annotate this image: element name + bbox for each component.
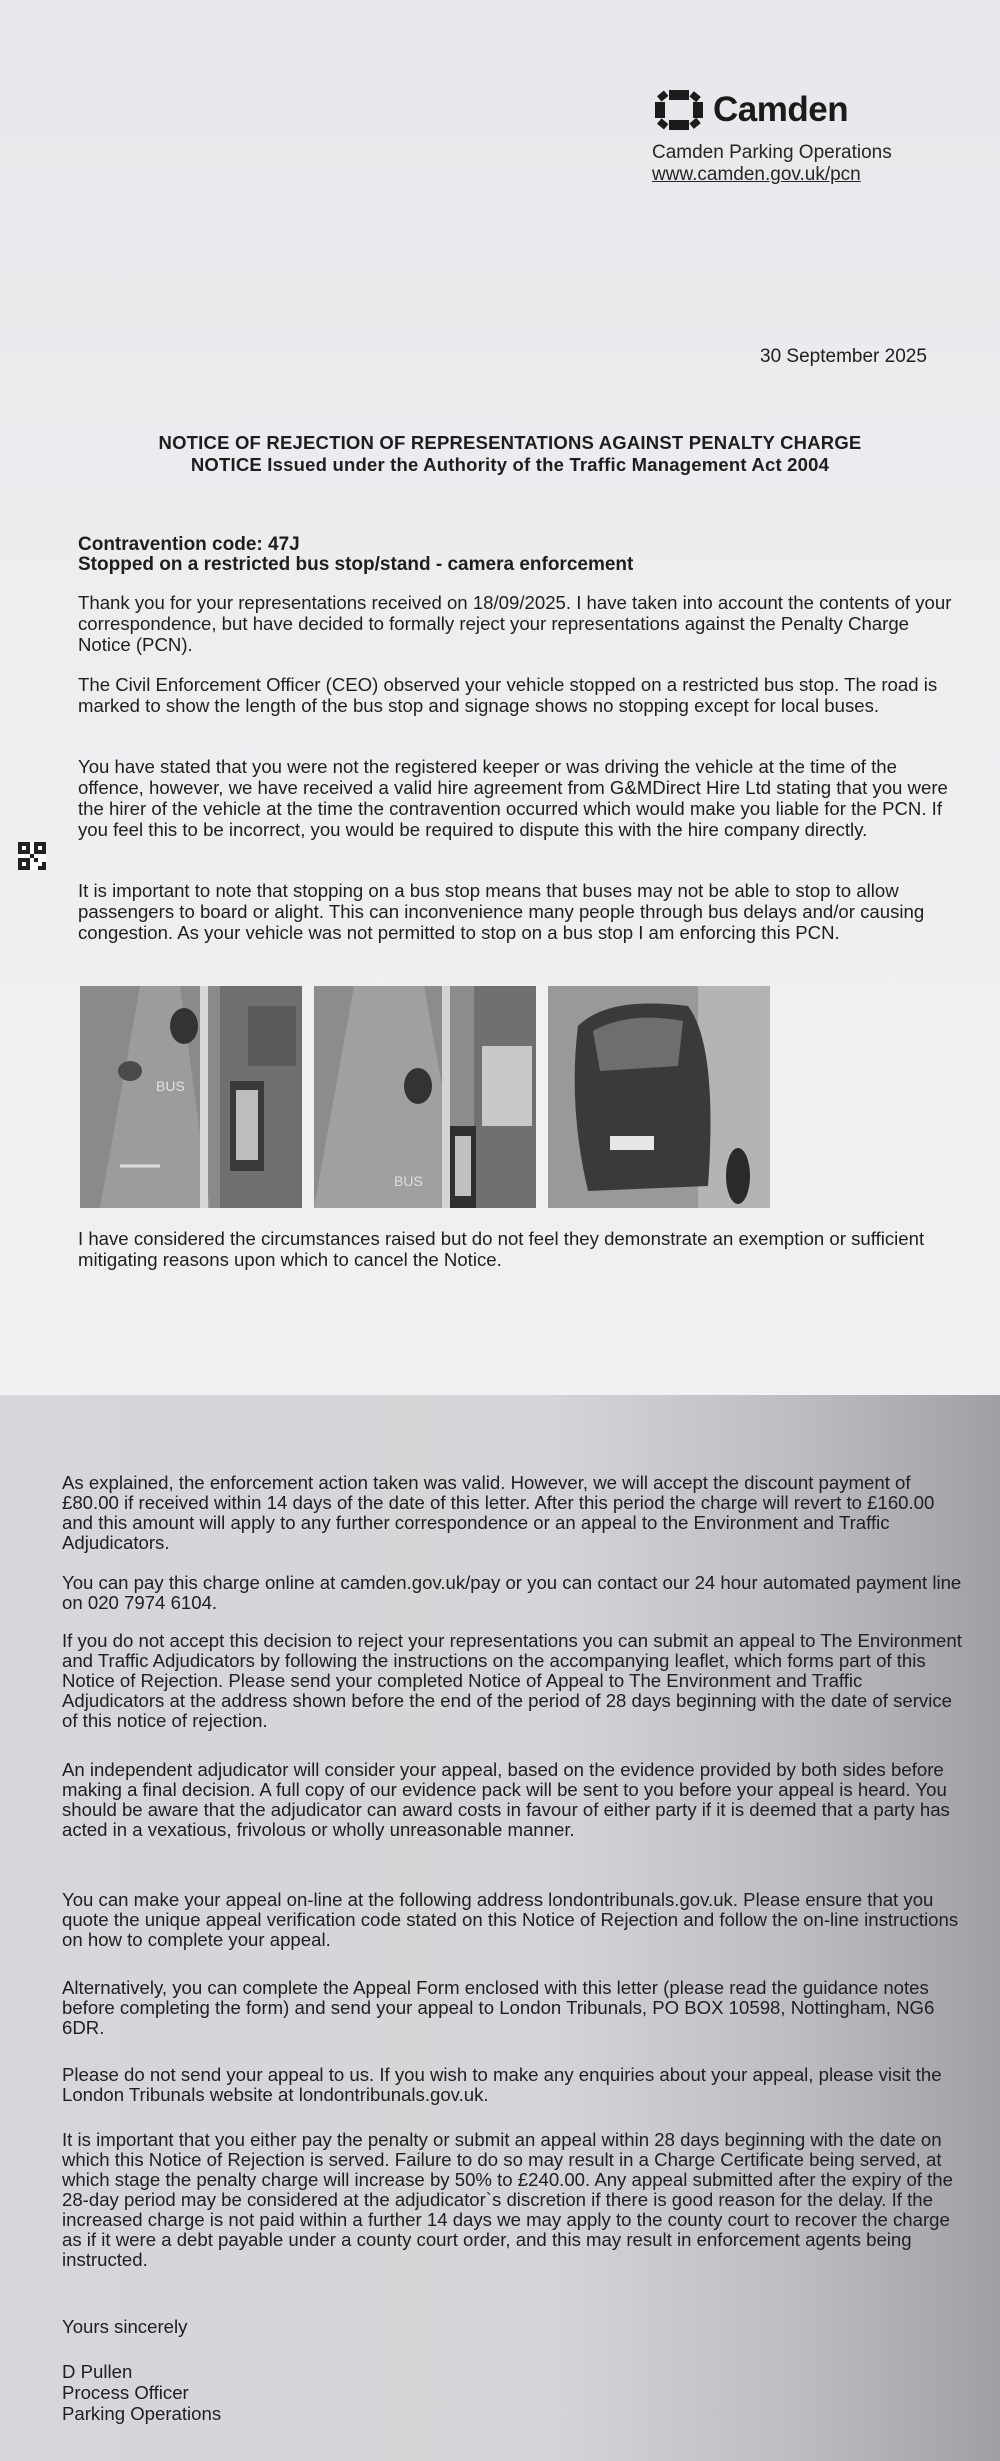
letter-date: 30 September 2025 [760, 346, 927, 367]
signoff: Yours sincerely [62, 2316, 188, 2337]
org-name: Camden Parking Operations [652, 142, 892, 163]
paragraph-adjudicator: An independent adjudicator will consider your appeal, based on the evidence provided by both sides before making a final decision. A full copy of our evidence pack will be sent to you before your appeal is heard. You should be aware that the adjudicator can award costs in favour of either party if it is deemed that a party has acted in a vexatious, frivolous or wholly unreasonable manner. [62, 1759, 950, 1840]
camden-logo [655, 88, 935, 132]
signatory-role: Process Officer [62, 2382, 189, 2403]
paragraph-enquiries: Please do not send your appeal to us. If you wish to make any enquiries about your appeal, please visit the London Tribunals website at londontribunals.gov.uk. [62, 2064, 942, 2105]
org-url-link[interactable]: www.camden.gov.uk/pcn [652, 164, 861, 185]
letter-page-2 [0, 1395, 1000, 2461]
paragraph-discount-payment: As explained, the enforcement action taken was valid. However, we will accept the discount payment of £80.00 if received within 14 days of the date of this letter. After this period the charge will revert to £160.00 and this amount will apply to any further correspondence or an appeal to the Environment and Traffic Adjudicators. [62, 1472, 935, 1553]
notice-title-line-2: NOTICE Issued under the Authority of the Traffic Management Act 2004 [190, 454, 830, 475]
camden-logo-icon [655, 90, 703, 130]
evidence-photos [80, 986, 770, 1208]
brand-name: Camden [713, 90, 849, 129]
svg-text:BUS: BUS [156, 1078, 185, 1094]
paragraph-hire-agreement: You have stated that you were not the registered keeper or was driving the vehicle at the time of the offence, however, we have received a valid hire agreement from G&MDirect Hire Ltd stating that you were the hirer of the vehicle at the time the contravention occurred which would make you liable for the PCN. If you feel this to be incorrect, you would be required to dispute this with the hire company directly. [78, 756, 948, 840]
paragraph-bus-stop-importance: It is important to note that stopping on a bus stop means that buses may not be able to stop to allow passengers to board or alight. This can inconvenience many people through bus delays and/or causing congestion. As your vehicle was not permitted to stop on a bus stop I am enforcing this PCN. [78, 880, 925, 943]
camera-still-1 [80, 986, 302, 1208]
paragraph-online-appeal: You can make your appeal on-line at the following address londontribunals.gov.uk. Please ensure that you quote the unique appeal verification code stated on this Notice of Rejection and follow the on-line instructions on how to complete your appeal. [62, 1889, 959, 1950]
paragraph-representations: Thank you for your representations received on 18/09/2025. I have taken into account the contents of your correspondence, but have decided to formally reject your representations against the Penalty Charge Notice (PCN). [78, 592, 952, 655]
paragraph-deadline-warning: It is important that you either pay the penalty or submit an appeal within 28 days beginning with the date on which this Notice of Rejection is served. Failure to do so may result in a Charge Certificate being served, at which stage the penalty charge will increase by 50% to £240.00. Any appeal submitted after the expiry of the 28-day period may be considered at the adjudicator`s discretion if there is good reason for the delay. If the increased charge is not paid within a further 14 days we may apply to the county court to recover the charge as if it were a debt payable under a county court order, and this may result in enforcement agents being instructed. [62, 2129, 953, 2270]
qr-code-icon [18, 842, 46, 870]
paragraph-ceo-observation: The Civil Enforcement Officer (CEO) observed your vehicle stopped on a restricted bus stop. The road is marked to show the length of the bus stop and signage shows no stopping except for local buses. [78, 674, 938, 716]
paragraph-appeal-instructions: If you do not accept this decision to reject your representations you can submit an appeal to The Environment and Traffic Adjudicators by following the instructions on the accompanying leaflet, which forms part of this Notice of Rejection. Please send your completed Notice of Appeal to The Environment and Traffic Adjudicators at the address shown before the end of the period of 28 days beginning with the date of service of this notice of rejection. [62, 1630, 962, 1731]
paragraph-postal-appeal: Alternatively, you can complete the Appeal Form enclosed with this letter (please read the guidance notes before completing the form) and send your appeal to London Tribunals, PO BOX 10598, Nottingham, NG6 6DR. [62, 1977, 935, 2038]
signatory-name: D Pullen [62, 2361, 133, 2382]
svg-text:BUS: BUS [394, 1173, 423, 1189]
paragraph-circumstances: I have considered the circumstances raised but do not feel they demonstrate an exemption or sufficient mitigating reasons upon which to cancel the Notice. [78, 1228, 925, 1270]
notice-title [60, 432, 960, 476]
signatory-department: Parking Operations [62, 2403, 222, 2424]
paragraph-pay-online: You can pay this charge online at camden.gov.uk/pay or you can contact our 24 hour automated payment line on 020 7974 6104. [62, 1572, 962, 1613]
contravention-description: Stopped on a restricted bus stop/stand - camera enforcement [78, 554, 634, 575]
contravention-code: Contravention code: 47J [78, 534, 300, 555]
camera-still-2 [314, 986, 536, 1208]
notice-title-line-1: NOTICE OF REJECTION OF REPRESENTATIONS AGAINST PENALTY CHARGE [158, 432, 862, 453]
camera-still-3 [548, 986, 770, 1208]
